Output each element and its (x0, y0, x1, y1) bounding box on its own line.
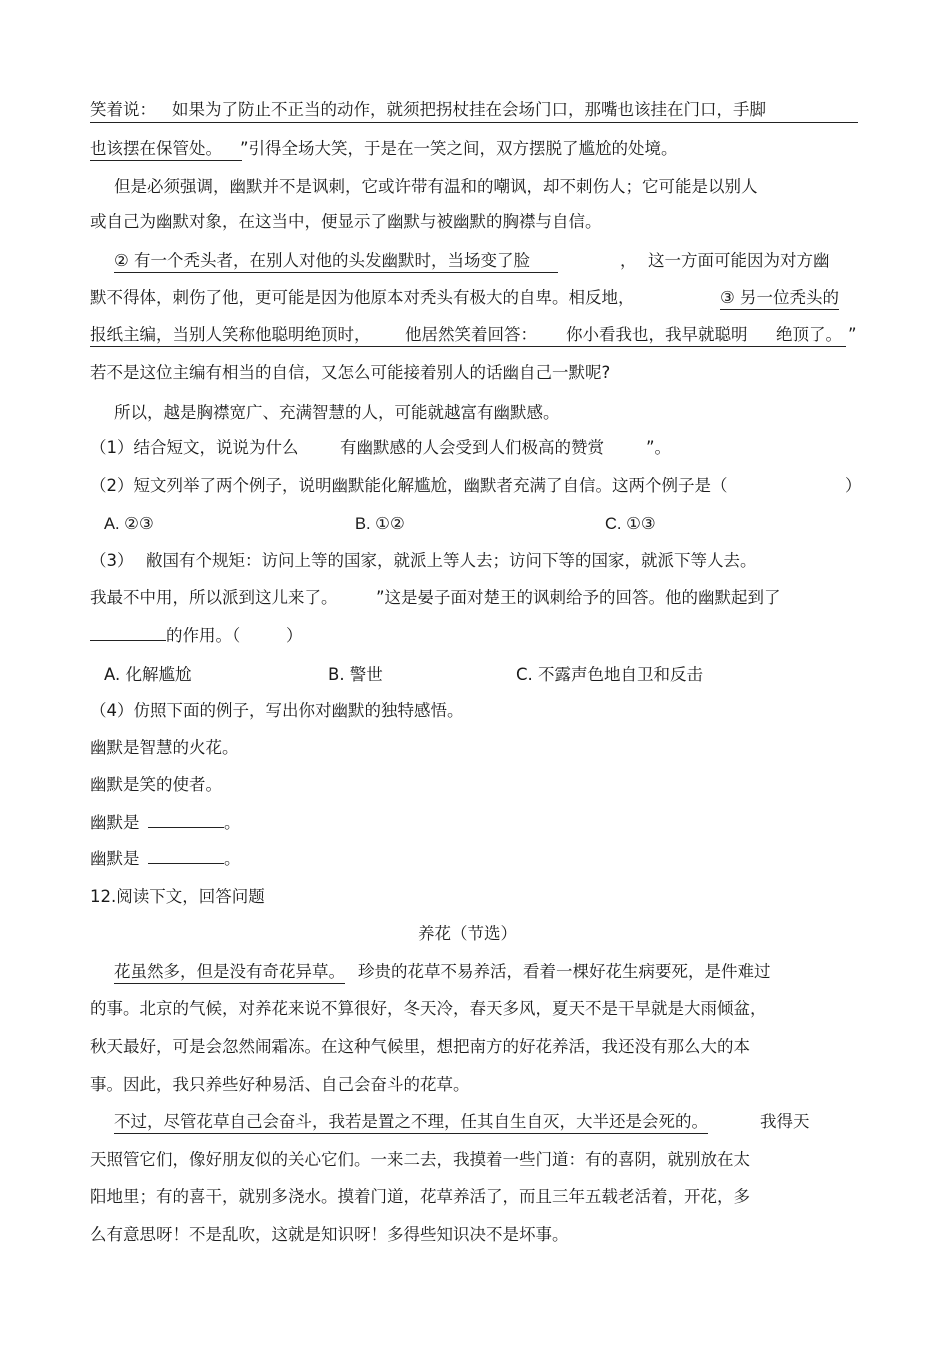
option-b[interactable]: B. ①② (355, 515, 405, 533)
question-text: ”。 (646, 438, 672, 457)
underlined-sentence: 花虽然多，但是没有奇花异草。 (114, 962, 345, 984)
paragraph-text: 但是必须强调，幽默并不是讽刺，它或许带有温和的嘲讽，却不刺伤人；它可能是以别人 (114, 177, 758, 196)
paragraph-text: 秋天最好，可是会忽然闹霜冻。在这种气候里，想把南方的好花养活，我还没有那么大的本 (90, 1037, 750, 1056)
example-2-text: ② 有一个秃头者，在别人对他的头发幽默时，当场变了脸 (114, 251, 558, 273)
option-c[interactable]: C. 不露声色地自卫和反击 (516, 665, 704, 684)
punctuation: ， (620, 251, 637, 270)
question-text: 敝国有个规矩：访问上等的国家，就派上等人去；访问下等的国家，就派下等人去。 (146, 551, 757, 570)
paragraph-text: 这一方面可能因为对方幽 (648, 251, 830, 270)
question-text: ”这是晏子面对楚王的讽刺给予的回答。他的幽默起到了 (376, 588, 781, 607)
option-a[interactable]: A. ②③ (104, 515, 154, 533)
underlined-sentence: 不过，尽管花草自己会奋斗，我若是置之不理，任其自生自灭，大半还是会死的。 (114, 1112, 708, 1134)
underline (90, 346, 846, 347)
answer-blank[interactable] (148, 849, 224, 864)
answer-bracket: ） (845, 476, 862, 495)
example-sentence: 幽默是智慧的火花。 (90, 738, 239, 757)
paragraph-text: 事。因此，我只养些好种易活、自己会奋斗的花草。 (90, 1075, 470, 1094)
example-3-text: 他居然笑着回答： (405, 325, 537, 344)
section-heading: 12.阅读下文，回答问题 (90, 887, 265, 906)
answer-bracket: ） (286, 626, 303, 645)
fill-prefix: 幽默是 (90, 813, 140, 832)
paragraph-text: 阳地里；有的喜干，就别多浇水。摸着门道，花草养活了，而且三年五载老活着，开花，多 (90, 1187, 750, 1206)
quote-text: 如果为了防止不正当的动作，就须把拐杖挂在会场门口，那嘴也该挂在门口，手脚 (172, 100, 766, 119)
example-3-text: 你小看我也，我早就聪明 (566, 325, 748, 344)
underline (90, 122, 858, 123)
option-c[interactable]: C. ①③ (605, 515, 656, 533)
fill-suffix: 。 (224, 849, 241, 868)
question-text: 有幽默感的人会受到人们极高的赞赏 (340, 438, 604, 457)
paragraph-text: 若不是这位主编有相当的自信，又怎么可能接着别人的话幽自己一默呢? (90, 363, 611, 382)
paragraph-text: 默不得体，刺伤了他，更可能是因为他原本对秃头有极大的自卑。相反地， (90, 288, 635, 307)
example-3-text: 报纸主编，当别人笑称他聪明绝顶时， (90, 325, 371, 344)
quote-text: 也该摆在保管处。 (90, 139, 242, 161)
passage-text: 笑着说： (90, 100, 156, 119)
question-text: （1）结合短文，说说为什么 (90, 438, 299, 457)
option-a[interactable]: A. 化解尴尬 (104, 665, 192, 684)
paragraph-text: 我得天 (760, 1112, 810, 1131)
passage-text: ”引得全场大笑，于是在一笑之间，双方摆脱了尴尬的处境。 (240, 139, 678, 158)
paragraph-text: 么有意思呀！不是乱吹，这就是知识呀！多得些知识决不是坏事。 (90, 1225, 569, 1244)
question-text: 的作用。（ (166, 626, 241, 645)
answer-blank[interactable] (148, 813, 224, 828)
option-b[interactable]: B. 警世 (328, 665, 383, 684)
paragraph-text: 的事。北京的气候，对养花来说不算很好，冬天冷，春天多风，夏天不是干旱就是大雨倾盆， (90, 999, 767, 1018)
question-text: （4）仿照下面的例子，写出你对幽默的独特感悟。 (90, 701, 464, 720)
paragraph-text: 所以，越是胸襟宽广、充满智慧的人，可能就越富有幽默感。 (114, 403, 560, 422)
article-title: 养花（节选） (418, 924, 517, 943)
paragraph-text: 天照管它们，像好朋友似的关心它们。一来二去，我摸着一些门道：有的喜阴，就别放在太 (90, 1150, 750, 1169)
question-text: （3） (90, 551, 134, 570)
example-3-text: ③ 另一位秃头的 (720, 288, 839, 310)
question-text: （2）短文列举了两个例子，说明幽默能化解尴尬，幽默者充满了自信。这两个例子是（ (90, 476, 728, 495)
answer-blank[interactable] (90, 626, 166, 641)
fill-suffix: 。 (224, 813, 241, 832)
paragraph-text: 或自己为幽默对象，在这当中，便显示了幽默与被幽默的胸襟与自信。 (90, 212, 602, 231)
question-text: 我最不中用，所以派到这儿来了。 (90, 588, 338, 607)
example-3-text: 绝顶了。 (776, 325, 842, 344)
paragraph-text: 珍贵的花草不易养活，看着一棵好花生病要死，是件难过 (358, 962, 771, 981)
example-sentence: 幽默是笑的使者。 (90, 775, 222, 794)
fill-prefix: 幽默是 (90, 849, 140, 868)
punctuation: ” (848, 325, 857, 344)
